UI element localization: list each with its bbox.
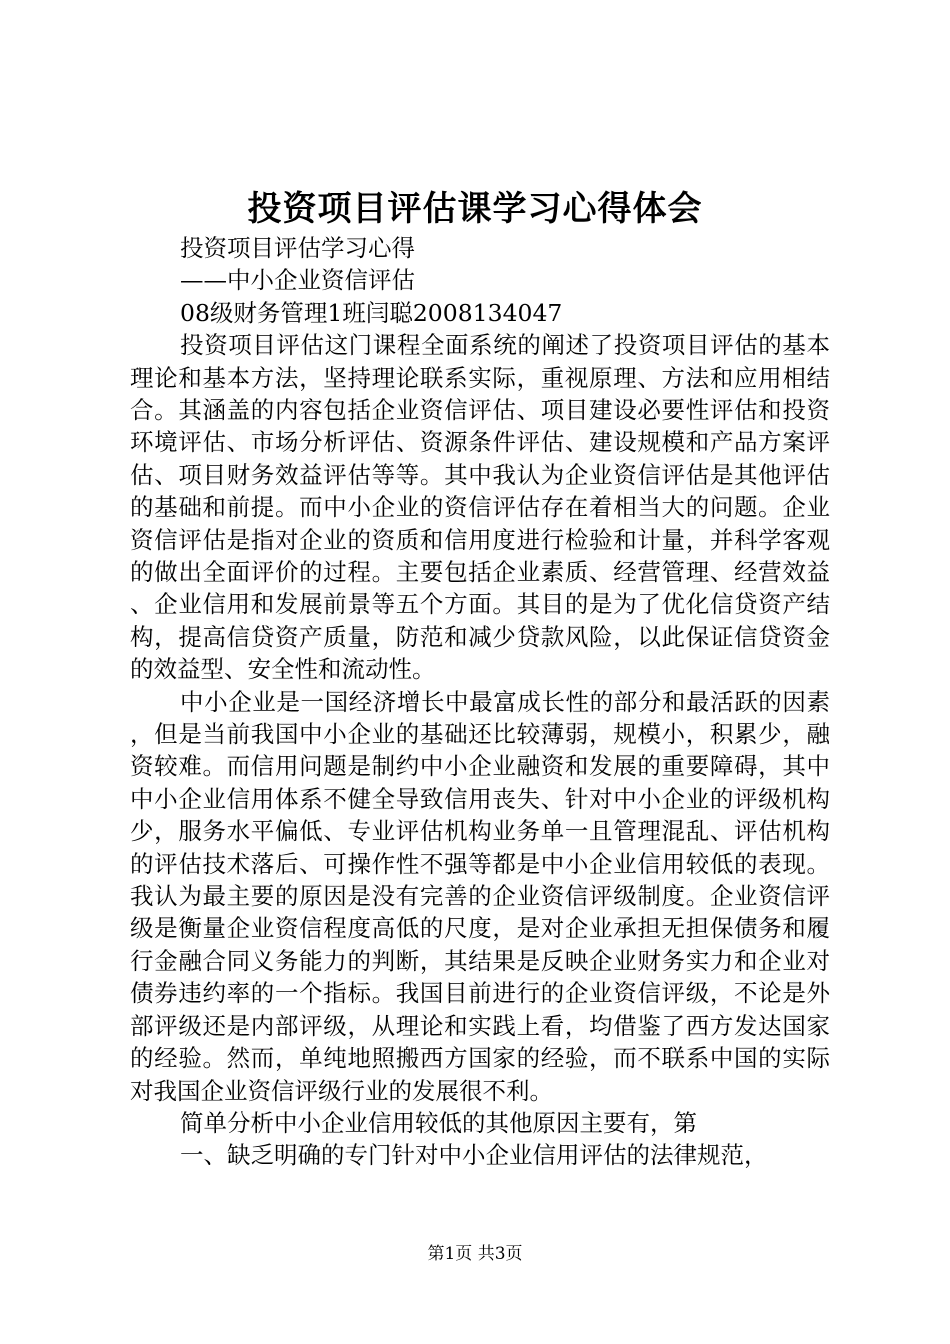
subtitle-line-2: ——中小企业资信评估 (180, 266, 415, 295)
document-title: 投资项目评估课学习心得体会 (247, 189, 703, 229)
closing-line-2: 一、缺乏明确的专门针对中小企业信用评估的法律规范， (180, 1141, 768, 1170)
page-number-footer: 第1页 共3页 (427, 1244, 523, 1264)
document-body (130, 232, 830, 1172)
paragraph-1: 投资项目评估这门课程全面系统的阐述了投资项目评估的基本理论和基本方法，坚持理论联系实际，重视原理、方法和应用相结合。其涵盖的内容包括企业资信评估、项目建设必要性评估和投资环境评估、市场分析评估、资源条件评估、建设规模和产品方案评估、项目财务效益评估等等。其中我认为企业资信评估是其他评估的基础和前提。而中小企业的资信评估存在着相当大的问题。企业资信评估是指对企业的资质和信用度进行检验和计量，并科学客观的做出全面评价的过程。主要包括企业素质、经营管理、经营效益、企业信用和发展前景等五个方面。其目的是为了优化信贷资产结构，提高信贷资产质量，防范和减少贷款风险，以此保证信贷资金的效益型、安全性和流动性。 (130, 331, 830, 684)
author-line: 08级财务管理1班闫聪2008134047 (180, 298, 563, 327)
closing-line-1: 简单分析中小企业信用较低的其他原因主要有，第 (180, 1108, 697, 1137)
subtitle-line-1: 投资项目评估学习心得 (180, 234, 415, 262)
paragraph-2: 中小企业是一国经济增长中最富成长性的部分和最活跃的因素，但是当前我国中小企业的基础还比较薄弱，规模小，积累少，融资较难。而信用问题是制约中小企业融资和发展的重要障碍，其中中小企业信用体系不健全导致信用丧失、针对中小企业的评级机构少，服务水平偏低、专业评估机构业务单一且管理混乱、评估机构的评估技术落后、可操作性不强等都是中小企业信用较低的表现。我认为最主要的原因是没有完善的企业资信评级制度。企业资信评级是衡量企业资信程度高低的尺度，是对企业承担无担保债务和履行金融合同义务能力的判断，其结果是反映企业财务实力和企业对债券违约率的一个指标。我国目前进行的企业资信评级，不论是外部评级还是内部评级，从理论和实践上看，均借鉴了西方发达国家的经验。然而，单纯地照搬西方国家的经验，而不联系中国的实际对我国企业资信评级行业的发展很不利。 (130, 687, 830, 1105)
